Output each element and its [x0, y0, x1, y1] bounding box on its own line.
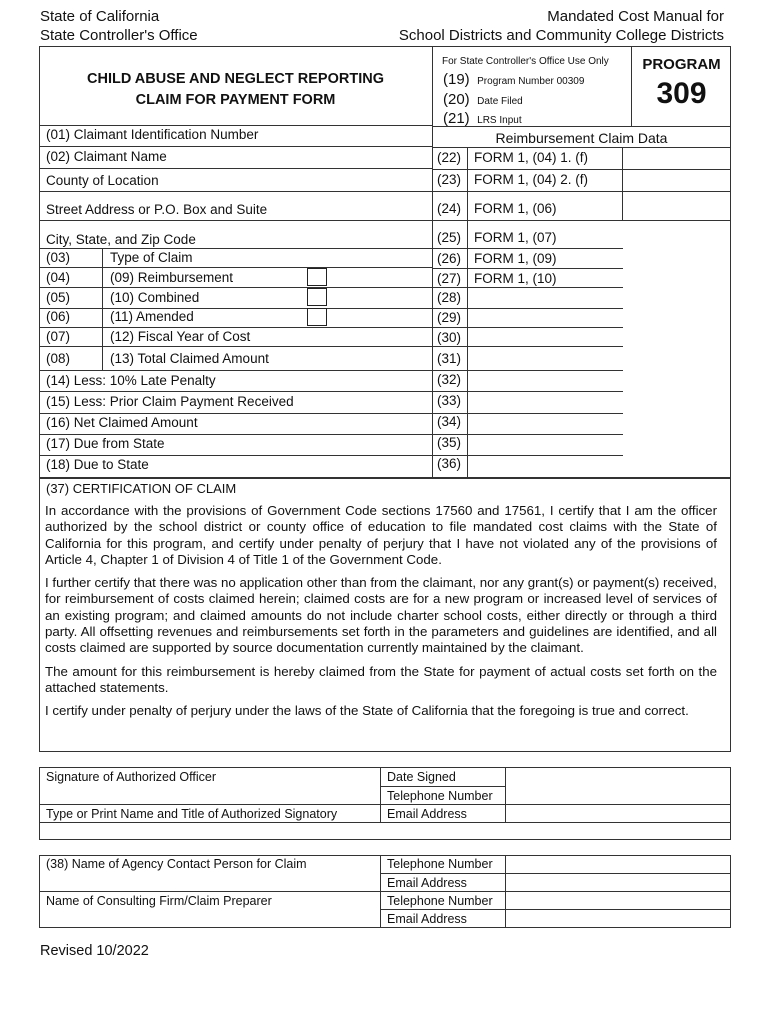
combined-label: (10) Combined [110, 290, 200, 305]
row-03-num: (03) [46, 250, 71, 265]
row-line [39, 267, 432, 268]
claim-data-row-num: (24) [437, 201, 462, 216]
row-line [39, 413, 432, 414]
claim-data-row-label: FORM 1, (10) [474, 271, 557, 286]
row-line [432, 248, 623, 249]
row-line [39, 370, 432, 371]
row-line [432, 391, 623, 392]
row-line [432, 370, 623, 371]
row-08-num: (08) [46, 351, 71, 366]
claim-data-row-num: (32) [437, 372, 462, 387]
cert-paragraph-4: I certify under penalty of perjury under the laws of the State of California that the foregoing is true and correct. [45, 703, 689, 719]
row-line [432, 147, 731, 148]
row-line [380, 873, 731, 874]
right-value-divider [622, 147, 623, 220]
email-label: Email Address [387, 807, 467, 821]
claim-data-row-num: (23) [437, 172, 462, 187]
row-line [380, 909, 731, 910]
row-04-num: (04) [46, 270, 71, 285]
row-line [39, 391, 432, 392]
claim-data-row-num: (35) [437, 435, 462, 450]
row-line [39, 146, 432, 147]
claim-data-row-num: (30) [437, 330, 462, 345]
state-label: State of California [40, 8, 160, 25]
claim-data-row-label: FORM 1, (04) 1. (f) [474, 150, 589, 165]
claim-data-row-num: (31) [437, 351, 462, 366]
row-line [39, 891, 731, 892]
controller-office-label: State Controller's Office [40, 27, 198, 44]
date-filed-label: Date Filed [477, 96, 523, 107]
row-line [432, 413, 623, 414]
claim-data-row-num: (34) [437, 414, 462, 429]
field-20: (20) Date Filed [443, 91, 523, 108]
due-to-state-label: (18) Due to State [46, 457, 149, 472]
late-penalty-label: (14) Less: 10% Late Penalty [46, 373, 216, 388]
date-signed-field[interactable] [506, 768, 730, 785]
row-line [432, 191, 731, 192]
row-line [432, 434, 623, 435]
claimant-name-label: (02) Claimant Name [46, 149, 167, 164]
row-line [39, 346, 432, 347]
row-line [432, 455, 623, 456]
agency-contact-label: (38) Name of Agency Contact Person for Claim [46, 857, 307, 871]
header-right [399, 7, 724, 45]
row-line [39, 287, 432, 288]
cert-paragraph-3: The amount for this reimbursement is hereby claimed from the State for payment of actual costs set forth on the attached statements. [45, 663, 717, 695]
program-number: 309 [656, 77, 707, 110]
certification-heading: (37) CERTIFICATION OF CLAIM [46, 481, 237, 496]
office-use-bottom-line [432, 126, 731, 127]
claim-data-row-label: FORM 1, (04) 2. (f) [474, 172, 589, 187]
cert-paragraph-1: In accordance with the provisions of Government Code sections 17560 and 17561, I certify that I am the officer authorized by the school district or county office of education to file mandated cost claims with the State of California for this program, and certify under penalty of perjury that I have not violated any of the provisions of Article 4, Chapter 1 of Division 4 of Title 1 of the Government Code. [45, 503, 717, 567]
row-line [39, 168, 432, 169]
form-title-line1: CHILD ABUSE AND NEGLECT REPORTING [87, 71, 384, 87]
manual-title: Mandated Cost Manual for [547, 8, 724, 25]
field-21: (21) LRS Input [443, 110, 522, 127]
city-state-zip-label: City, State, and Zip Code [46, 232, 196, 247]
claim-data-row-num: (25) [437, 230, 462, 245]
row-line [39, 434, 432, 435]
claim-data-row-num: (22) [437, 150, 462, 165]
contact-telephone-label: Telephone Number [387, 857, 493, 871]
claim-data-row-num: (26) [437, 251, 462, 266]
email-field[interactable] [506, 805, 730, 821]
row-line [39, 822, 731, 823]
claimant-id-label: (01) Claimant Identification Number [46, 127, 259, 142]
firm-telephone-label: Telephone Number [387, 894, 493, 908]
cert-paragraph-2: I further certify that there was no application other than from the claimant, nor any grant(s) or payment(s) received, for reimbursement of costs claimed herein; claimed costs are for a new program or increased level of services of an existing program; and claimed amounts do not include charter school costs, either directly or through a third party. All offsetting revenues and reimbursements set forth in the parameters and guidelines are identified, and all costs claimed are supported by source documentation currently maintained by the claimant. [45, 575, 717, 656]
form-title-line2: CLAIM FOR PAYMENT FORM [135, 92, 336, 108]
reimbursement-label: (09) Reimbursement [110, 270, 234, 285]
claim-data-row-num: (36) [437, 456, 462, 471]
prior-payment-label: (15) Less: Prior Claim Payment Received [46, 394, 294, 409]
consulting-firm-label: Name of Consulting Firm/Claim Preparer [46, 894, 272, 908]
total-claimed-label: (13) Total Claimed Amount [110, 351, 269, 366]
row-line [39, 220, 432, 221]
claim-data-row-num: (28) [437, 290, 462, 305]
certification-text [45, 503, 717, 727]
date-signed-label: Date Signed [387, 770, 456, 784]
amended-checkbox[interactable] [307, 308, 327, 326]
type-of-claim-label: Type of Claim [110, 250, 193, 265]
header-left [40, 7, 198, 45]
right-number-divider [467, 147, 468, 478]
print-name-label: Type or Print Name and Title of Authorized Signatory [46, 807, 338, 821]
form-title [39, 69, 432, 111]
row-05-num: (05) [46, 290, 71, 305]
contact-email-label: Email Address [387, 876, 467, 890]
reimbursement-checkbox[interactable] [307, 268, 327, 286]
claim-data-row-num: (27) [437, 271, 462, 286]
combined-checkbox[interactable] [307, 288, 327, 306]
office-use-label: For State Controller's Office Use Only [442, 56, 609, 67]
row-06-num: (06) [46, 309, 71, 324]
row-line [39, 455, 432, 456]
row-line [432, 268, 623, 269]
row-line [432, 220, 731, 221]
revised-date: Revised 10/2022 [40, 943, 149, 959]
street-address-label: Street Address or P.O. Box and Suite [46, 202, 268, 217]
row-line [39, 191, 432, 192]
telephone-field[interactable] [506, 787, 730, 803]
row-line [39, 327, 432, 328]
reimbursement-data-heading: Reimbursement Claim Data [495, 130, 668, 146]
lrs-input-label: LRS Input [477, 115, 522, 126]
due-from-state-label: (17) Due from State [46, 436, 165, 451]
row-line [39, 308, 432, 309]
title-bottom-line [39, 125, 432, 126]
row-line [380, 786, 505, 787]
authorized-officer-label: Signature of Authorized Officer [46, 770, 217, 784]
county-label: County of Location [46, 173, 159, 188]
fiscal-year-label: (12) Fiscal Year of Cost [110, 329, 251, 344]
amended-label: (11) Amended [110, 309, 194, 324]
net-claimed-label: (16) Net Claimed Amount [46, 415, 198, 430]
claim-data-row-label: FORM 1, (06) [474, 201, 557, 216]
row-line [432, 327, 623, 328]
row-line [39, 248, 432, 249]
row-line [432, 346, 623, 347]
row-line [432, 287, 623, 288]
claim-data-row-label: FORM 1, (09) [474, 251, 557, 266]
row-07-num: (07) [46, 329, 71, 344]
field-19: (19) Program Number 00309 [443, 71, 585, 88]
manual-subtitle: School Districts and Community College Districts [398, 27, 724, 44]
claim-data-row-num: (29) [437, 310, 462, 325]
firm-email-label: Email Address [387, 912, 467, 926]
claim-data-row-label: FORM 1, (07) [474, 230, 557, 245]
program-label: PROGRAM [642, 56, 721, 73]
claim-data-row-num: (33) [437, 393, 462, 408]
telephone-label: Telephone Number [387, 789, 493, 803]
col-line [380, 767, 381, 822]
row-line [432, 169, 731, 170]
program-number-label: Program Number 00309 [477, 76, 585, 87]
row-line [432, 308, 623, 309]
